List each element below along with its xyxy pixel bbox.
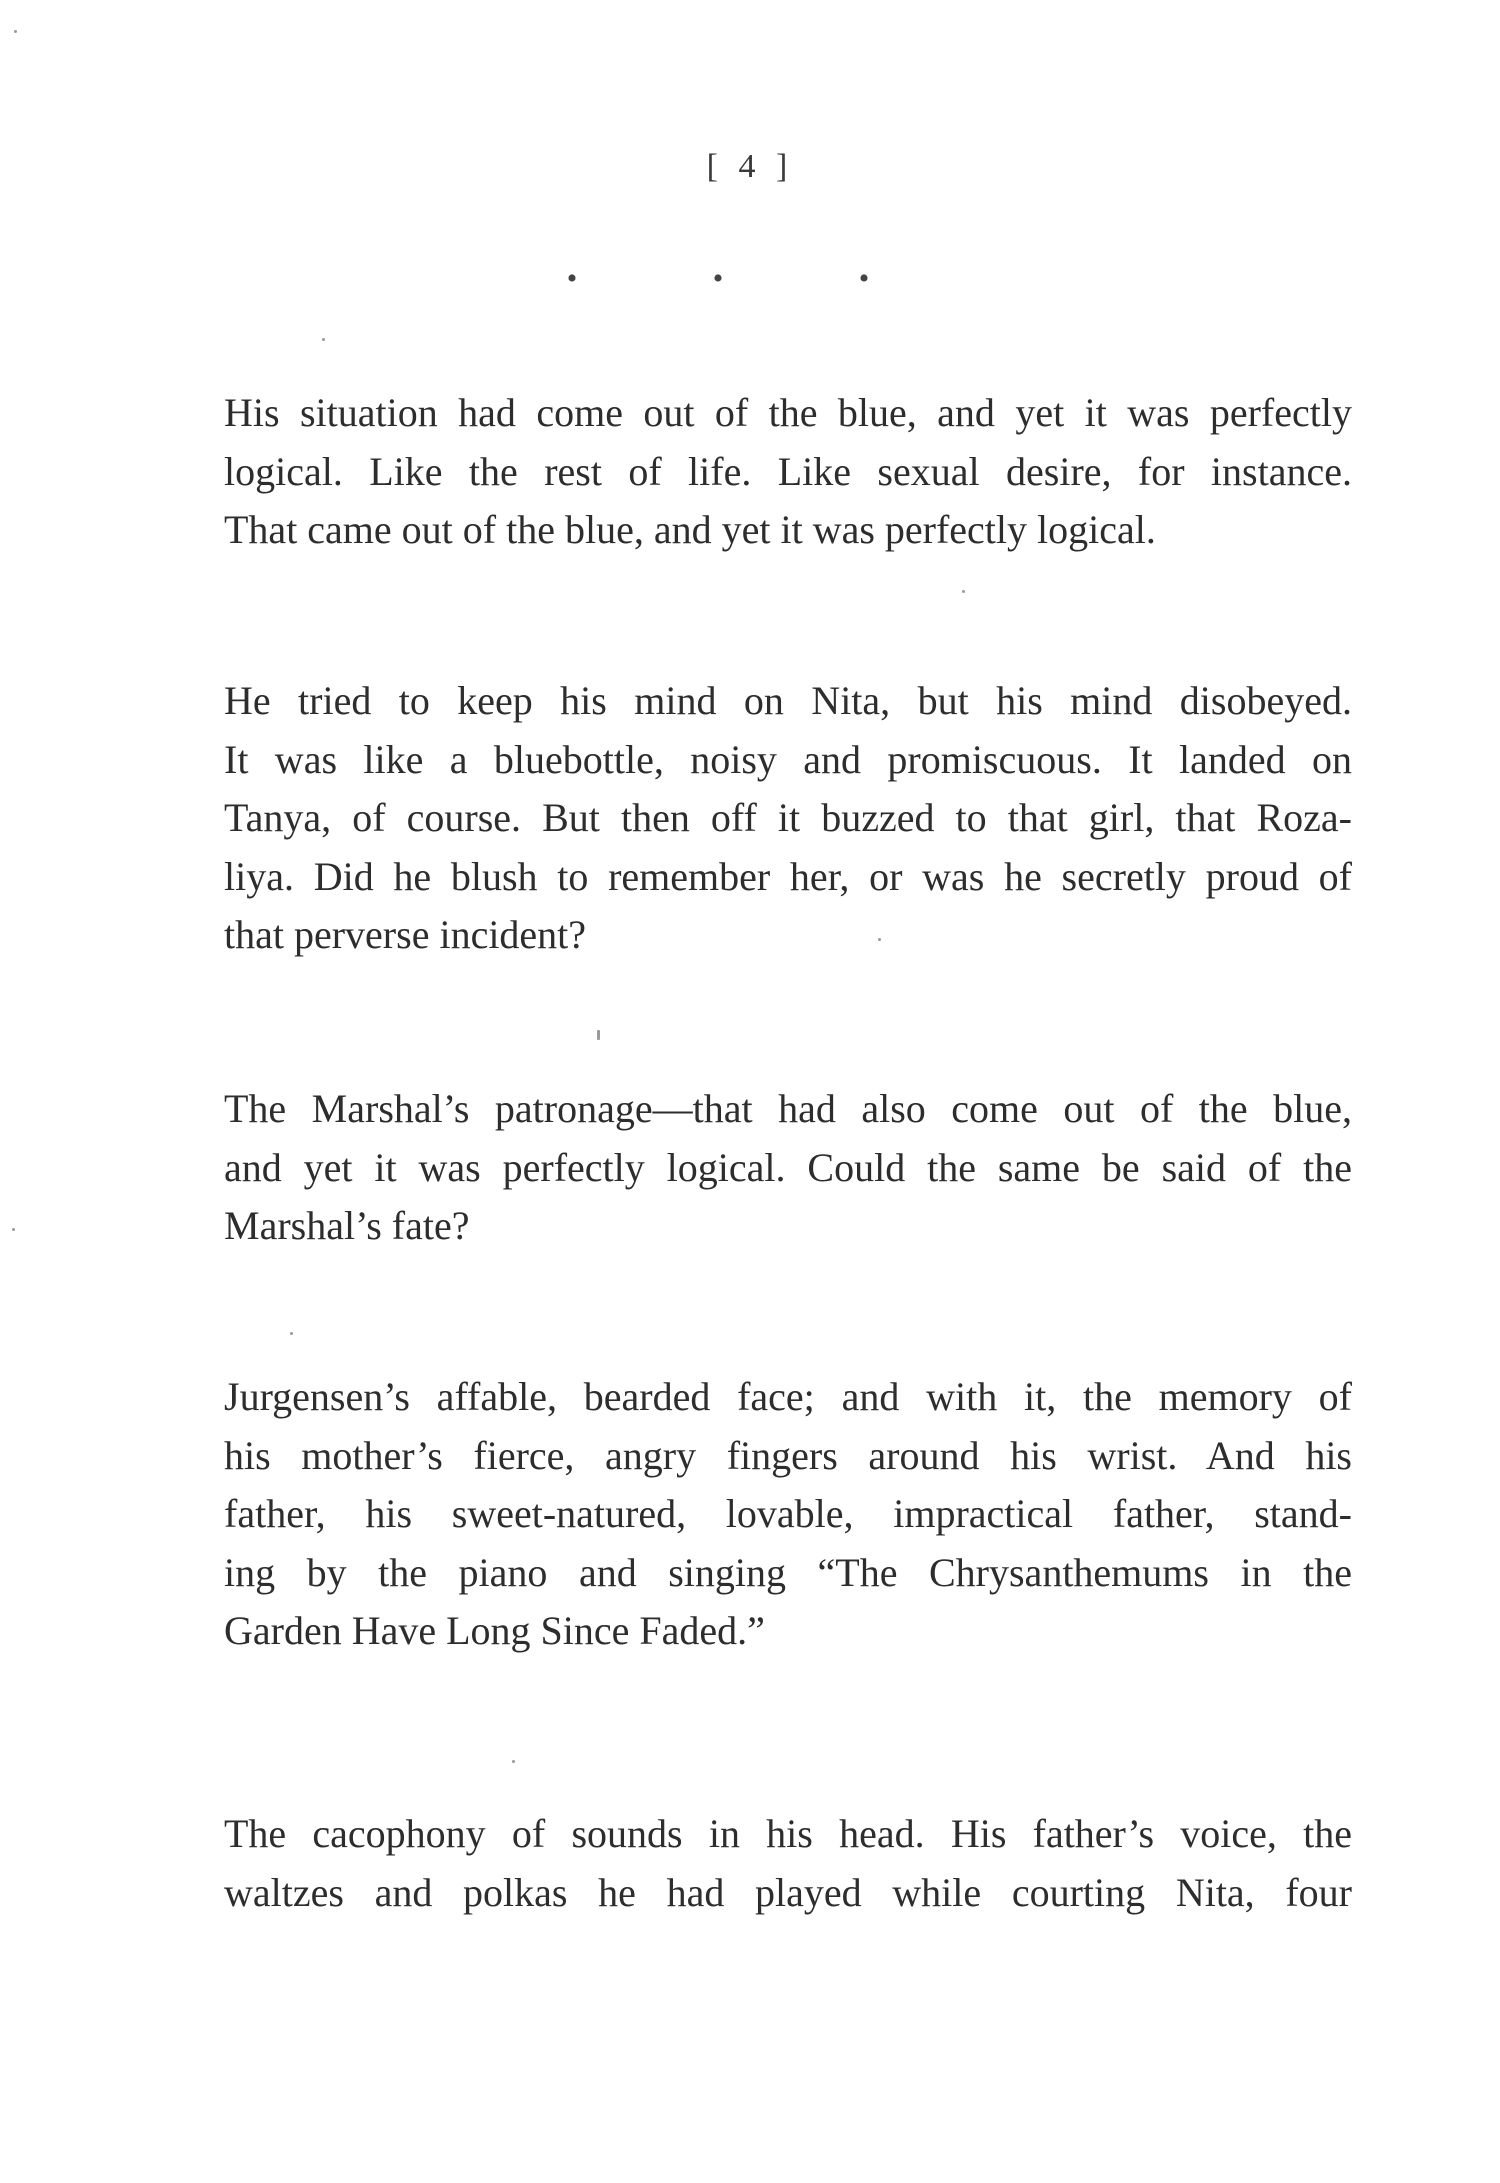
text-line: It was like a bluebottle, noisy and promiscuous. It landed on (224, 736, 1352, 782)
text-line: waltzes and polkas he had played while courting Nita, four (224, 1869, 1352, 1915)
page-number: [ 4 ] (706, 148, 794, 185)
text-line: The cacophony of sounds in his head. His father’s voice, the (224, 1811, 1352, 1856)
text-line: father, his sweet-natured, lovable, impractical father, stand- (224, 1491, 1352, 1536)
text-line: The Marshal’s patronage—that had also come out of the blue, (224, 1086, 1352, 1131)
paragraph (224, 1080, 1352, 1256)
text-line: That came out of the blue, and yet it was perfectly logical. (224, 507, 1156, 552)
text-line: his mother’s fierce, angry fingers around his wrist. And his (224, 1432, 1352, 1478)
text-line: His situation had come out of the blue, and yet it was perfectly (224, 390, 1352, 435)
paragraph (224, 1805, 1352, 1922)
text-line: Jurgensen’s affable, bearded face; and with it, the memory of (224, 1374, 1352, 1419)
scan-speck (322, 338, 325, 341)
text-line: and yet it was perfectly logical. Could the same be said of the (224, 1144, 1352, 1190)
text-line: logical. Like the rest of life. Like sexual desire, for instance. (224, 448, 1352, 494)
scan-speck (962, 590, 965, 593)
text-line: liya. Did he blush to remember her, or was he secretly proud of (224, 853, 1352, 899)
text-line: that perverse incident? (224, 912, 587, 957)
paragraph (224, 672, 1352, 965)
paragraph (224, 1368, 1352, 1661)
text-line: Tanya, of course. But then off it buzzed to that girl, that Roza- (224, 795, 1352, 840)
text-line: Garden Have Long Since Faded.” (224, 1608, 765, 1653)
paragraph (224, 384, 1352, 560)
scan-speck (597, 1030, 600, 1040)
scan-speck (290, 1332, 293, 1335)
text-line: ing by the piano and singing “The Chrysanthemums in the (224, 1549, 1352, 1595)
scan-speck (878, 938, 881, 941)
section-separator: • • • (566, 262, 934, 295)
text-line: He tried to keep his mind on Nita, but his mind disobeyed. (224, 678, 1352, 723)
scan-speck (512, 1760, 515, 1763)
text-line: Marshal’s fate? (224, 1203, 470, 1248)
scan-speck (12, 1228, 15, 1231)
scan-speck (14, 30, 17, 33)
